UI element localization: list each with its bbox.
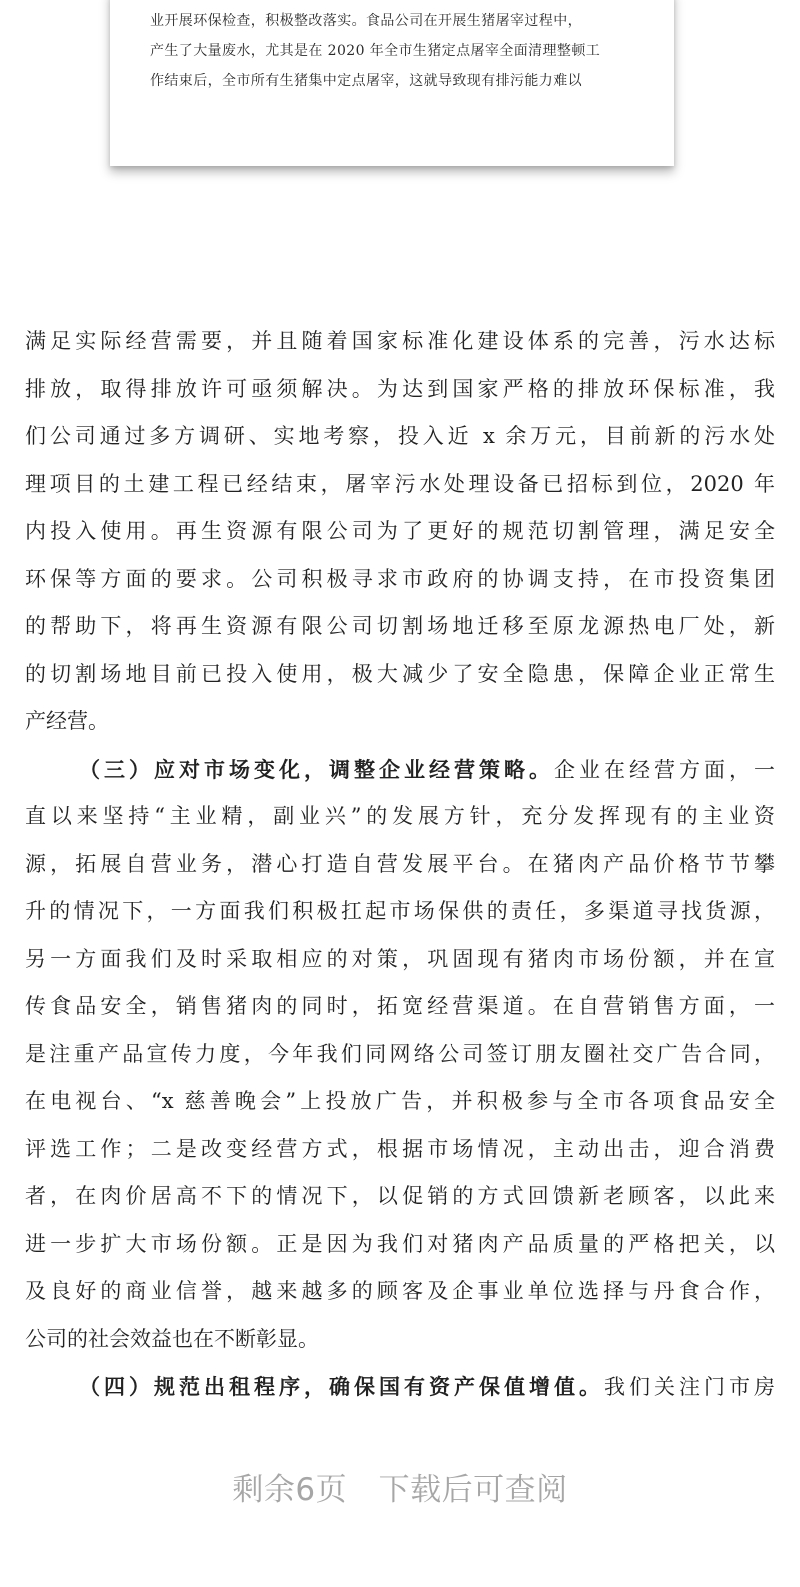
section-heading-line (25, 746, 775, 794)
text-line: 源，拓展自营业务，潜心打造自营发展平台。在猪肉产品价格节节攀 (25, 851, 775, 876)
text-run: 企业在经营方面，一 (554, 757, 775, 782)
text-line: 直以来坚持“主业精，副业兴”的发展方针，充分发挥现有的主业资 (25, 804, 775, 828)
paragraph-market-strategy (25, 746, 775, 1364)
section-heading-3: （三）应对市场变化，调整企业经营策略。 (79, 756, 554, 782)
preview-line: 产生了大量废水，尤其是在 2020 年全市生猪定点屠宰全面清理整顿工 (150, 43, 601, 59)
section-heading-line (25, 1363, 775, 1411)
text-line: 理项目的土建工程已经结束，屠宰污水处理设备已招标到位，2020 年 (25, 471, 775, 496)
text-line: 是注重产品宣传力度，今年我们同网络公司签订朋友圈社交广告合同， (25, 1041, 775, 1066)
text-line: 内投入使用。再生资源有限公司为了更好的规范切割管理，满足安全 (25, 519, 775, 543)
text-line: 另一方面我们及时采取相应的对策，巩固现有猪肉市场份额，并在宣 (25, 946, 775, 971)
text-line: 在电视台、“x 慈善晚会”上投放广告，并积极参与全市各项食品安全 (25, 1089, 775, 1113)
text-line: 升的情况下，一方面我们积极扛起市场保供的责任，多渠道寻找货源， (25, 899, 775, 923)
text-run: 我们关注门市房 (604, 1375, 775, 1399)
preview-line: 作结束后，全市所有生猪集中定点屠宰，这就导致现有排污能力难以 (150, 73, 582, 89)
text-line: 进一步扩大市场份额。正是因为我们对猪肉产品质量的严格把关，以 (25, 1231, 775, 1256)
paragraph-rental (25, 1363, 775, 1411)
previous-page-preview (110, 0, 674, 166)
preview-line: 业开展环保检查，积极整改落实。食品公司在开展生猪屠宰过程中， (150, 13, 582, 29)
text-line: 评选工作；二是改变经营方式，根据市场情况，主动出击，迎合消费 (25, 1136, 775, 1161)
remaining-pages-notice[interactable]: 剩余6页 下载后可查阅 (232, 1472, 568, 1508)
text-line: 及良好的商业信誉，越来越多的顾客及企事业单位选择与丹食合作， (25, 1279, 775, 1303)
text-line: 满足实际经营需要，并且随着国家标准化建设体系的完善，污水达标 (25, 329, 775, 353)
text-line: 的帮助下，将再生资源有限公司切割场地迁移至原龙源热电厂处，新 (25, 614, 775, 638)
section-heading-4: （四）规范出租程序，确保国有资产保值增值。 (79, 1374, 604, 1399)
text-line: 公司的社会效益也在不断彰显。 (25, 1326, 319, 1351)
text-line: 产经营。 (25, 709, 109, 733)
paragraph-environmental (25, 318, 775, 746)
text-line: 环保等方面的要求。公司积极寻求市政府的协调支持，在市投资集团 (25, 566, 775, 591)
text-line: 们公司通过多方调研、实地考察，投入近 x 余万元，目前新的污水处 (25, 424, 775, 448)
text-line: 者，在肉价居高不下的情况下，以促销的方式回馈新老顾客，以此来 (25, 1184, 775, 1208)
text-line: 传食品安全，销售猪肉的同时，拓宽经营渠道。在自营销售方面，一 (25, 994, 775, 1018)
document-body (25, 318, 775, 1411)
text-line: 的切割场地目前已投入使用，极大减少了安全隐患，保障企业正常生 (25, 661, 775, 686)
text-line: 排放，取得排放许可亟须解决。为达到国家严格的排放环保标准，我 (25, 376, 775, 401)
